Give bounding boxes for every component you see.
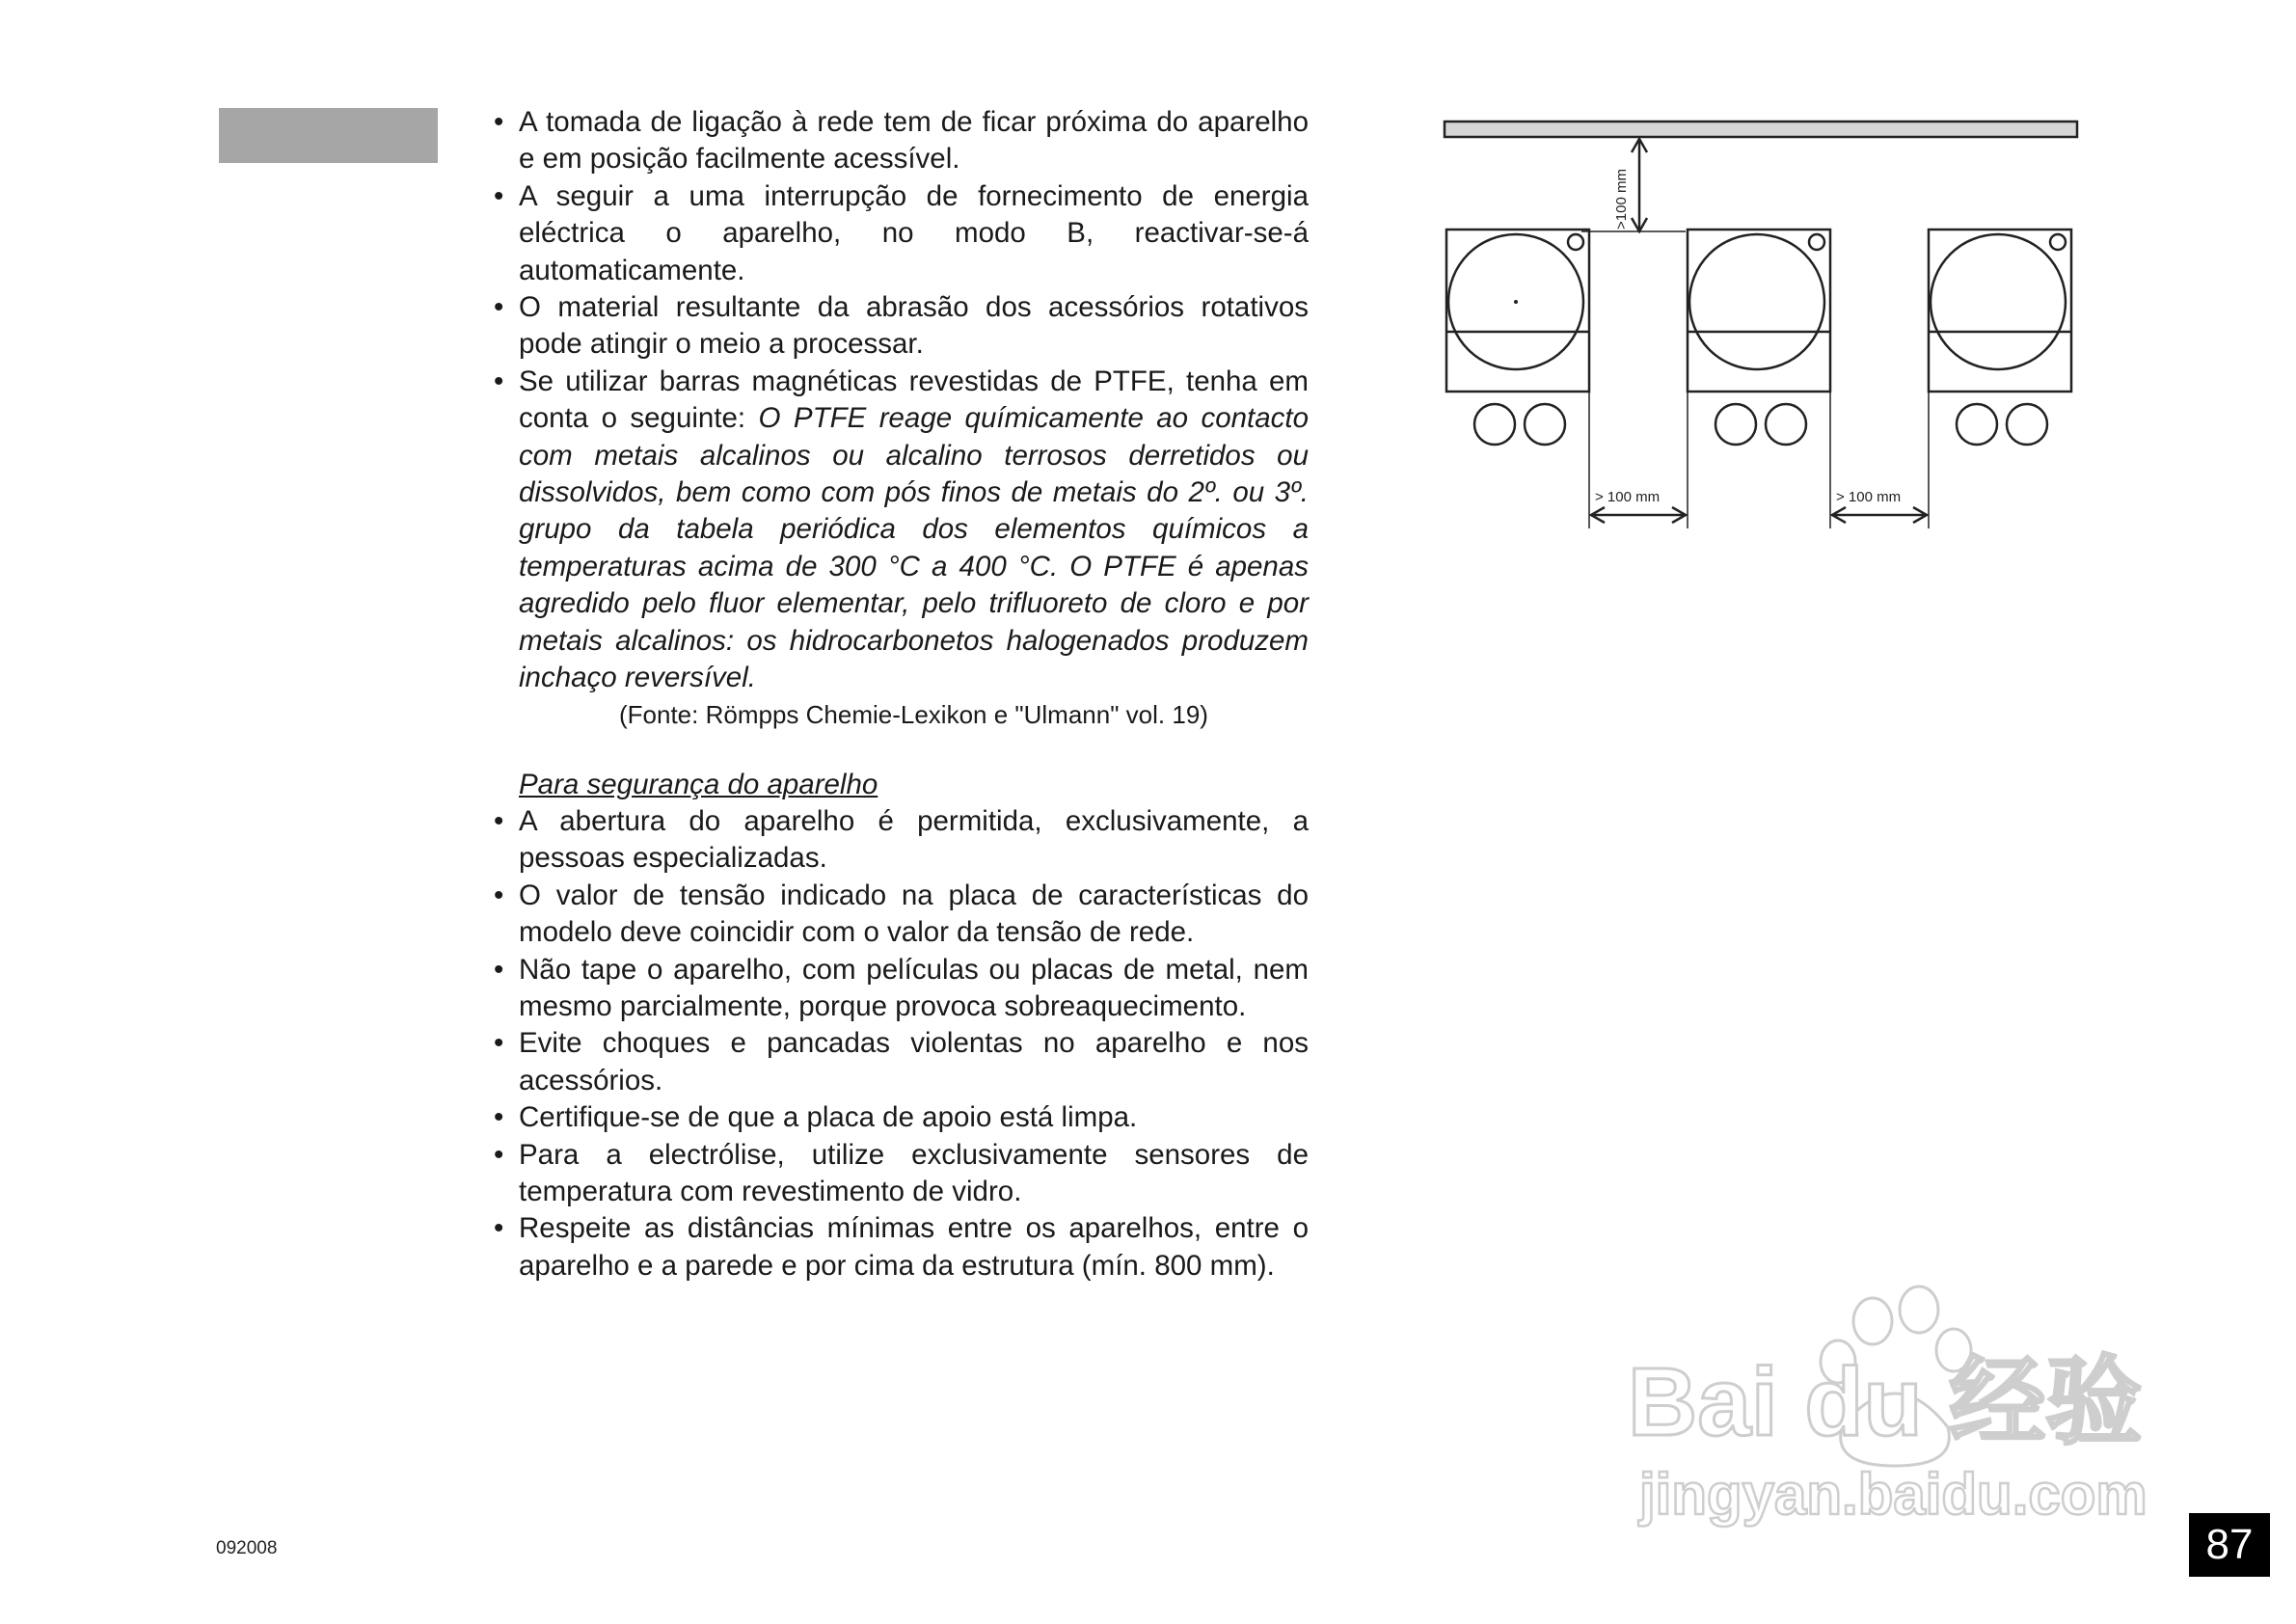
list-item: • Certifique-se de que a placa de apoio está limpa. bbox=[494, 1101, 1138, 1134]
body-text bbox=[494, 104, 1309, 1285]
gap-label-1: > 100 mm bbox=[1595, 489, 1661, 505]
list-item: • A seguir a uma interrupção de fornecimento de energia eléctrica o aparelho, no modo B, reactivar-se-á automaticamente. bbox=[494, 179, 1309, 286]
list-item: • Se utilizar barras magnéticas revestidas de PTFE, tenha em conta o seguinte: O PTFE reage químicamente ao contacto com metais alcalinos ou alcalino terrosos derretidos ou dissolvidos, bem como com pós finos de metais do 2º. ou 3º. grupo da tabela periódica dos elementos químicos a temperaturas acima de 300 °C a 400 °C. O PTFE é apenas agredido pelo fluor elementar, pelo trifluoreto de cloro e por metais alcalinos: os hidrocarbonetos halogenados produzem inchaço reversível. bbox=[494, 365, 1309, 694]
document-code: 092008 bbox=[216, 1538, 278, 1558]
list-item: • Para a electrólise, utilize exclusivamente sensores de temperatura com revestimento de vidro. bbox=[494, 1138, 1309, 1207]
list-item: • O material resultante da abrasão dos acessórios rotativos pode atingir o meio a processar. bbox=[494, 291, 1309, 361]
list-item: • O valor de tensão indicado na placa de características do modelo deve coincidir com o valor da tensão de rede. bbox=[494, 879, 1309, 949]
page-number: 87 bbox=[2189, 1513, 2270, 1577]
knob bbox=[1766, 404, 1806, 445]
list-item: • Evite choques e pancadas violentas no aparelho e nos acessórios. bbox=[494, 1027, 1309, 1096]
list-item: • Respeite as distâncias mínimas entre os aparelhos, entre o aparelho e a parede e por cima da estrutura (mín. 800 mm). bbox=[494, 1212, 1309, 1282]
indicator-light bbox=[1809, 234, 1824, 250]
paw-toe bbox=[1853, 1298, 1892, 1344]
list-item: • Não tape o aparelho, com películas ou placas de metal, nem mesmo parcialmente, porque provoca sobreaquecimento. bbox=[494, 953, 1309, 1022]
indicator-light bbox=[2050, 234, 2066, 250]
hotplate-circle bbox=[1689, 234, 1824, 369]
knob bbox=[1525, 404, 1565, 445]
list-item: • A tomada de ligação à rede tem de ficar próxima do aparelho e em posição facilmente acessível. bbox=[494, 106, 1309, 176]
ptfe-warning: O PTFE reage químicamente ao contacto com metais alcalinos ou alcalino terrosos derretidos ou dissolvidos, bem como com pós finos de metais do 2º. ou 3º. grupo da tabela periódica dos elementos químicos a temperaturas acima de 300 °C a 400 °C. O PTFE é apenas agredido pelo fluor elementar, pelo trifluoreto de cloro e por metais alcalinos: os hidrocarbonetos halogenados produzem inchaço reversível. bbox=[519, 402, 1309, 694]
knob bbox=[1957, 404, 1997, 445]
spacing-diagram bbox=[1437, 114, 2093, 538]
watermark-brand: Bai du 经验 bbox=[1628, 1348, 2143, 1456]
source-citation: (Fonte: Römpps Chemie-Lexikon e "Ulmann" vol. 19) bbox=[619, 699, 1208, 729]
indicator-light bbox=[1568, 234, 1583, 250]
knob bbox=[1474, 404, 1515, 445]
paw-toe bbox=[1900, 1286, 1938, 1333]
watermark-url: jingyan.baidu.com bbox=[1639, 1462, 2147, 1527]
shelf bbox=[1445, 122, 2077, 137]
knob bbox=[2007, 404, 2047, 445]
hotplate-circle bbox=[1931, 234, 2066, 369]
baidu-watermark bbox=[1620, 1283, 2160, 1533]
knob bbox=[1715, 404, 1756, 445]
section-marker bbox=[219, 108, 438, 163]
vertical-gap-label: >100 mm bbox=[1613, 169, 1630, 230]
section-heading: Para segurança do aparelho bbox=[519, 768, 878, 800]
gap-label-2: > 100 mm bbox=[1836, 489, 1902, 505]
list-item: • A abertura do aparelho é permitida, exclusivamente, a pessoas especializadas. bbox=[494, 804, 1309, 875]
